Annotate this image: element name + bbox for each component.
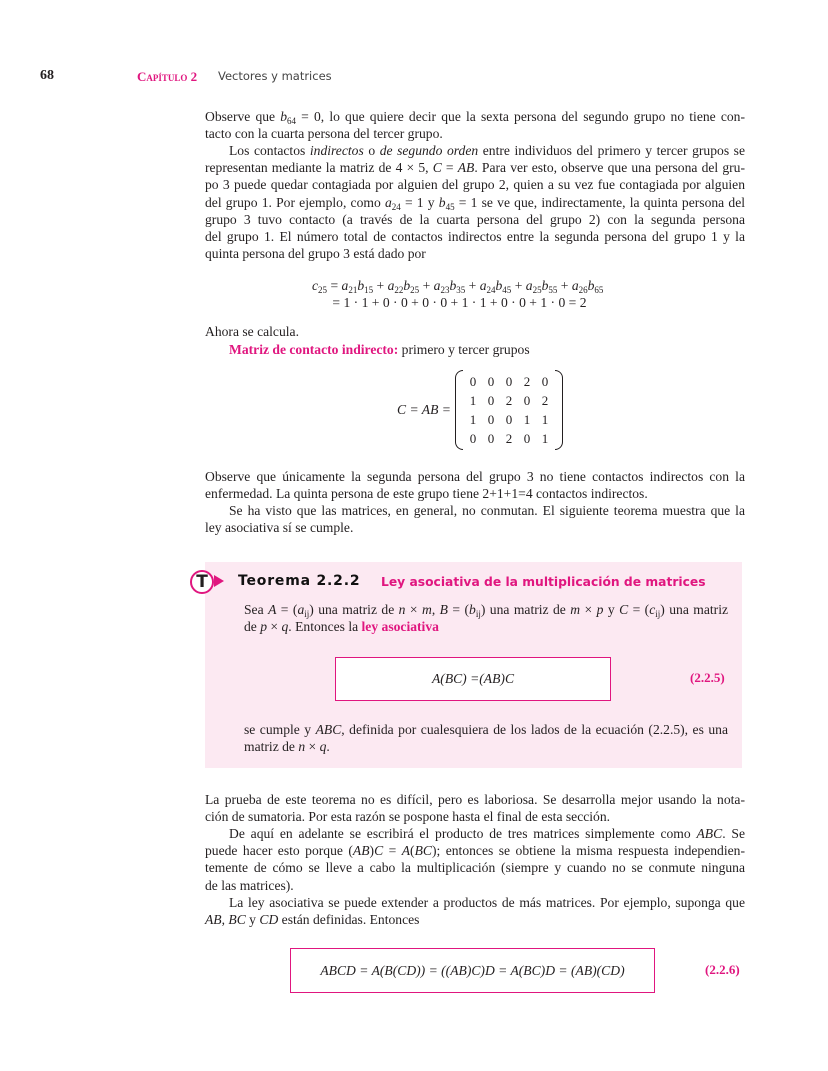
theorem-conclusion bbox=[244, 721, 728, 755]
text-line: grupo 3 tuvo contacto (a través de la cuarta persona del grupo 2) con la segunda persona bbox=[205, 211, 745, 227]
text-line: Ahora se calcula. bbox=[205, 324, 299, 339]
text-line: de las matrices). bbox=[205, 877, 294, 893]
text-line: temente de cómo se lleve a cabo la multiplicación (siempre y cuando no se conmute ninguna bbox=[205, 860, 745, 876]
matrix-cell: 2 bbox=[505, 430, 513, 446]
matrix-row bbox=[464, 391, 554, 410]
text-line: Sea $A = (a_{ij})$ una matriz de n × m, $B = (b_{ij})$ una matriz de m × p y $C = (c_{ij})$ una matriz bbox=[244, 602, 729, 619]
chapter-title: Vectores y matrices bbox=[218, 69, 332, 83]
matrix-row bbox=[464, 410, 554, 429]
text-line: de p × q. Entonces la ley asociativa bbox=[244, 619, 439, 635]
text-line: Los contactos indirectos o de segundo orden entre individuos del primero y tercer grupos se bbox=[229, 143, 746, 158]
matrix-cell: 1 bbox=[469, 392, 477, 408]
equation-box-225 bbox=[335, 657, 611, 701]
text-line: matriz de n × q. bbox=[244, 739, 330, 755]
text-line: La ley asociativa se puede extender a productos de más matrices. Por ejemplo, suponga que bbox=[229, 895, 745, 910]
text-line: AB, BC y CD están definidas. Entonces bbox=[205, 912, 420, 928]
matrix-cell: 1 bbox=[541, 430, 549, 446]
indirect-contact-matrix bbox=[397, 370, 563, 450]
matrix-cell: 0 bbox=[541, 373, 549, 389]
matrix-cell: 0 bbox=[523, 392, 531, 408]
matrix-cell: 1 bbox=[523, 411, 531, 427]
equation-226: ABCD = A(B(CD)) = ((AB)C)D = A(BC)D = (AB)(CD) bbox=[320, 962, 625, 978]
matrix-table bbox=[464, 372, 554, 448]
text-line: tacto con la cuarta persona del tercer grupo. bbox=[205, 126, 443, 142]
paragraph-no-conmutan bbox=[205, 502, 745, 536]
equation-225: A(BC) =(AB)C bbox=[431, 671, 515, 686]
paragraph-b64 bbox=[205, 108, 745, 142]
matrix-cell: 2 bbox=[523, 373, 531, 389]
text-line: enfermedad. La quinta persona de este grupo tiene 2+1+1=4 contactos indirectos. bbox=[205, 486, 648, 502]
paragraph-indirect-contacts bbox=[205, 142, 745, 262]
text-line: puede hacer esto porque (AB)C = A(BC); entonces se obtiene la misma respuesta independien- bbox=[205, 843, 745, 859]
matrix-cell: 0 bbox=[487, 373, 495, 389]
matrix-label: C = AB = bbox=[397, 402, 451, 417]
highlighted-term: ley asociativa bbox=[361, 619, 439, 635]
text-line: De aquí en adelante se escribirá el producto de tres matrices simplemente como ABC. Se bbox=[229, 826, 746, 841]
matrix-cell: 0 bbox=[505, 411, 513, 427]
equation-number-225: (2.2.5) bbox=[690, 670, 725, 685]
theorem-title: Teorema 2.2.2 bbox=[238, 573, 361, 589]
matrix-cell: 1 bbox=[469, 411, 477, 427]
theorem-statement bbox=[244, 601, 728, 635]
paragraph-ahora bbox=[205, 323, 745, 340]
theorem-badge-icon: T bbox=[190, 570, 214, 594]
text-line: Observe que únicamente la segunda persona del grupo 3 no tiene contactos indirectos con la bbox=[205, 469, 745, 484]
text-line: $c_{25} = a_{21}b_{15} + a_{22}b_{25} + a_{23}b_{35} + a_{24}b_{45} + a_{25}b_{55} + a_{26}b_{65}$ bbox=[312, 278, 604, 295]
matrix-cell: 2 bbox=[541, 392, 549, 408]
chapter-label: Capítulo 2 bbox=[137, 69, 198, 84]
matrix-cell: 2 bbox=[505, 392, 513, 408]
matrix-cell: 0 bbox=[487, 430, 495, 446]
text-line: po 3 puede quedar contagiada por alguien del grupo 2, quien a su vez fue contagiada por alguien bbox=[205, 177, 745, 193]
equation-number-226: (2.2.6) bbox=[705, 962, 740, 977]
arrow-icon bbox=[214, 575, 224, 587]
matrix-cell: 1 bbox=[541, 411, 549, 427]
equation-box-226 bbox=[290, 948, 655, 993]
text-line: quinta persona del grupo 3 está dado por bbox=[205, 246, 426, 262]
highlighted-term: Matriz de contacto indirecto: bbox=[229, 342, 399, 357]
matrix-row bbox=[464, 429, 554, 448]
theorem-subtitle: Ley asociativa de la multiplicación de matrices bbox=[381, 575, 706, 589]
matrix-heading bbox=[205, 341, 745, 358]
text-line: = 1 · 1 + 0 · 0 + 0 · 0 + 1 · 1 + 0 · 0 + 1 · 0 = 2 bbox=[312, 295, 587, 310]
paragraph-prueba bbox=[205, 791, 745, 825]
text-line: del grupo 1. El número total de contactos indirectos entre la segunda persona del grupo 1 y la bbox=[205, 228, 745, 244]
text-line: ción de sumatoria. Por esta razón se pospone hasta el final de esta sección. bbox=[205, 809, 611, 825]
paragraph-observe bbox=[205, 468, 745, 502]
matrix-row bbox=[464, 372, 554, 391]
matrix-cell: 0 bbox=[487, 411, 495, 427]
text-line: del grupo 1. Por ejemplo, como $a_{24} = 1$ y $b_{45} = 1$ se ve que, indirectamente, la quinta persona del bbox=[205, 194, 746, 212]
text-line: Se ha visto que las matrices, en general, no conmutan. El siguiente teorema muestra que la bbox=[229, 503, 745, 518]
text-line: Observe que $b_{64} = 0$, lo que quiere decir que la sexta persona del segundo grupo no tiene con- bbox=[205, 109, 745, 126]
matrix-cell: 0 bbox=[469, 373, 477, 389]
text-line: representan mediante la matriz de 4 × 5, C = AB. Para ver esto, observe que una persona del gru- bbox=[205, 160, 745, 176]
equation-c25 bbox=[312, 277, 603, 311]
text-line: se cumple y ABC, definida por cualesquiera de los lados de la ecuación (2.2.5), es una bbox=[244, 722, 728, 737]
paragraph-abc bbox=[205, 825, 745, 894]
text-line: Matriz de contacto indirecto: primero y tercer grupos bbox=[229, 342, 530, 357]
text-line: ley asociativa sí se cumple. bbox=[205, 520, 354, 536]
matrix-cell: 0 bbox=[487, 392, 495, 408]
text-line: La prueba de este teorema no es difícil, pero es laboriosa. Se desarrolla mejor usando la nota- bbox=[205, 792, 745, 807]
paragraph-extension bbox=[205, 894, 745, 928]
page-number: 68 bbox=[40, 68, 54, 83]
matrix-cell: 0 bbox=[523, 430, 531, 446]
matrix-cell: 0 bbox=[469, 430, 477, 446]
matrix-cell: 0 bbox=[505, 373, 513, 389]
